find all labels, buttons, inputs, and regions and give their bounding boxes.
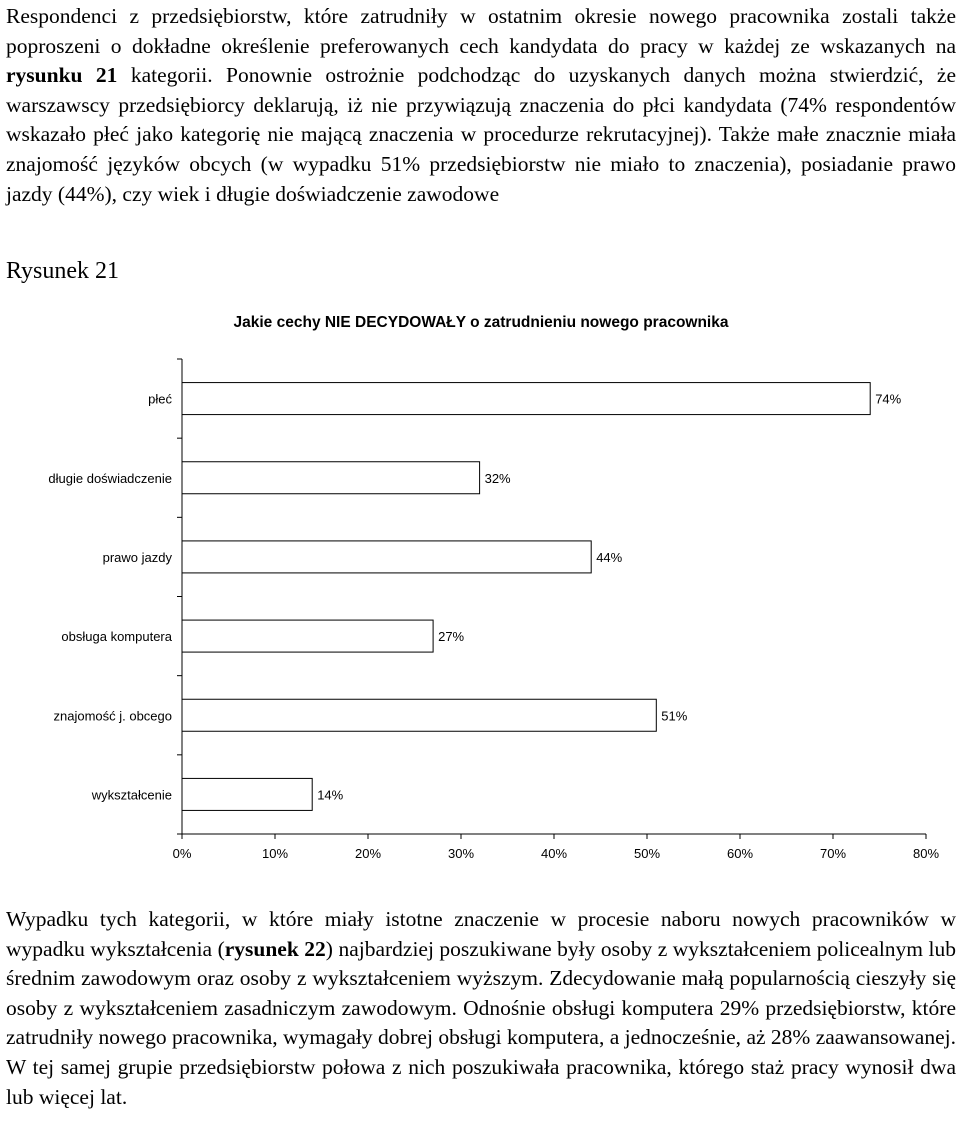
outro-paragraph (6, 905, 956, 1112)
category-label: wykształcenie (91, 787, 172, 803)
category-label: znajomość j. obcego (53, 708, 172, 724)
intro-figure-ref: rysunku 21 (6, 63, 118, 88)
data-label: 74% (875, 391, 902, 407)
bar-chart (0, 300, 960, 870)
category-label: obsługa komputera (61, 629, 172, 645)
x-tick-label: 50% (633, 846, 661, 861)
bar (182, 383, 870, 415)
outro-text-1: Wypadku tych kategorii, w które miały istotne znaczenie w procesie naboru nowych pracowników w wypadku wykształcenia ( (6, 907, 956, 961)
outro-text-2: ) najbardziej poszukiwane były osoby z wykształceniem policealnym lub średnim zawodowym oraz osoby z wykształceniem wyższym. Zdecydowanie małą popularnością cieszyły się osoby z wykształceniem zasadniczym zawodowym. Odnośnie obsługi komputera 29% przedsiębiorstw, które zatrudniły nowego pracownika, wymagały dobrej obsługi komputera, a jednocześnie, aż 28% zaawansowanej. W tej samej grupie przedsiębiorstw połowa z nich poszukiwała pracownika, którego staż pracy wynosił dwa lub więcej lat. (6, 936, 956, 1109)
intro-text-1: Respondenci z przedsiębiorstw, które zatrudniły w ostatnim okresie nowego pracownika zostali także poproszeni o dokładne określenie preferowanych cech kandydata do pracy w każdej ze wskazanych na (6, 4, 956, 58)
intro-paragraph (6, 2, 956, 209)
bar (182, 541, 591, 573)
data-label: 51% (661, 708, 688, 724)
data-label: 32% (484, 470, 511, 486)
x-tick-label: 40% (540, 846, 568, 861)
bar (182, 699, 656, 731)
category-label: długie doświadczenie (48, 470, 172, 486)
x-tick-label: 60% (726, 846, 754, 861)
x-tick-label: 80% (912, 846, 940, 861)
bar (182, 778, 312, 810)
data-label: 14% (317, 787, 344, 803)
outro-figure-ref: rysunek 22 (224, 936, 326, 961)
category-label: płeć (148, 391, 172, 407)
x-tick-label: 0% (172, 846, 192, 861)
category-label: prawo jazdy (102, 549, 172, 565)
chart-title: Jakie cechy NIE DECYDOWAŁY o zatrudnieniu nowego pracownika (233, 314, 729, 331)
figure-label: Rysunek 21 (6, 258, 120, 284)
x-tick-label: 30% (447, 846, 475, 861)
data-label: 27% (438, 629, 465, 645)
x-tick-label: 20% (354, 846, 382, 861)
bar (182, 462, 480, 494)
x-tick-label: 10% (261, 846, 289, 861)
bar (182, 620, 433, 652)
x-tick-label: 70% (819, 846, 847, 861)
data-label: 44% (596, 549, 623, 565)
intro-text-2: kategorii. Ponownie ostrożnie podchodząc do uzyskanych danych można stwierdzić, że warszawscy przedsiębiorcy deklarują, iż nie przywiązują znaczenia do płci kandydata (74% respondentów wskazało płeć jako kategorię nie mającą znaczenia w procedurze rekrutacyjnej). Także małe znacznie miała znajomość języków obcych (w wypadku 51% przedsiębiorstw nie miało to znaczenia), posiadanie prawo jazdy (44%), czy wiek i długie doświadczenie zawodowe (6, 63, 956, 206)
